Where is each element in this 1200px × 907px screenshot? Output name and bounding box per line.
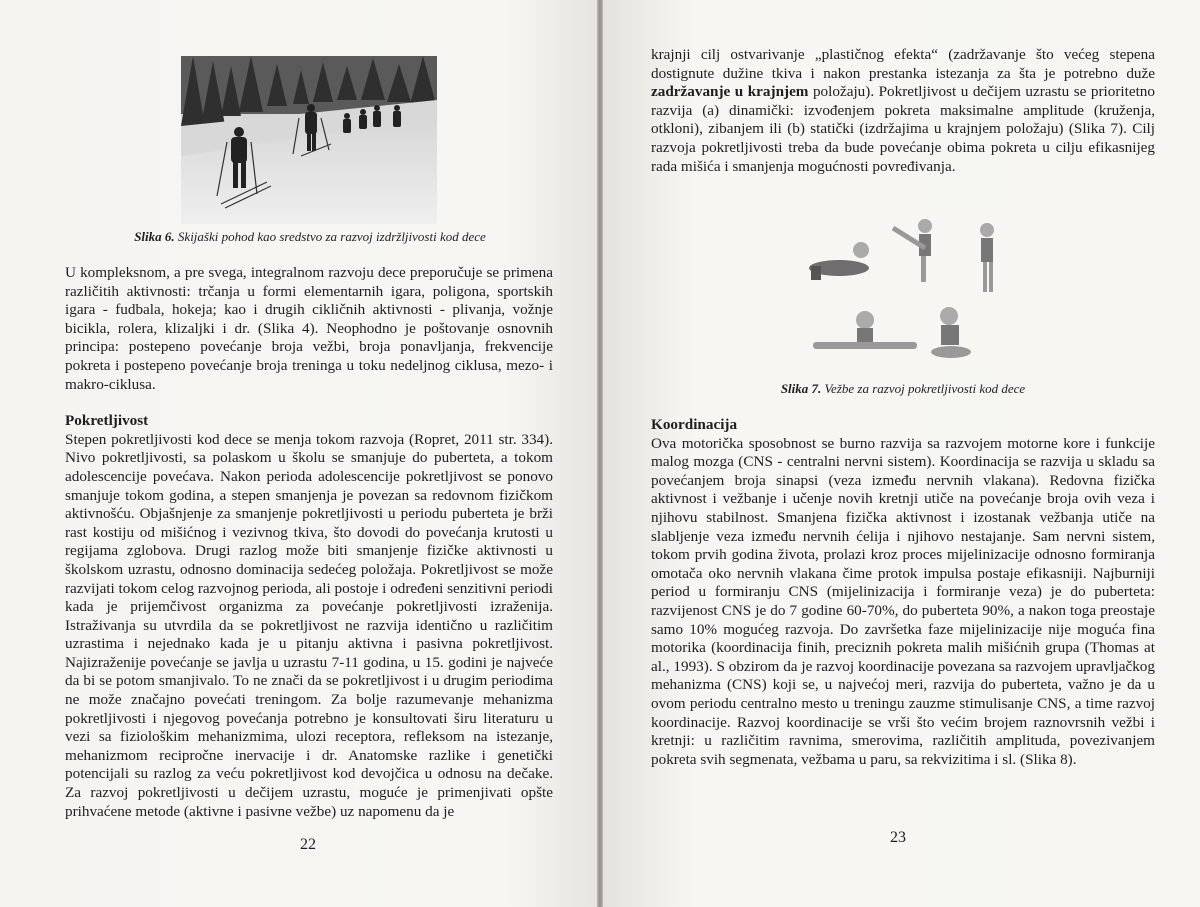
right-top-paragraph-start: krajnji cilj ostvarivanje „plastičnog efekta“ (zadržavanje što većeg stepena dostignute dužine tkiva i nakon prestanka istezanja za šta je potrebno duže [651,46,1155,82]
skiing-photo-image [181,56,437,224]
figure-7-caption [651,381,1155,397]
section-heading-pokretljivost: Pokretljivost [65,412,149,430]
right-page [603,0,1200,907]
figure-6-caption [70,229,550,245]
right-top-paragraph-bold: zadržavanje u krajnjem [651,83,809,101]
flexibility-photo-image [799,208,1009,370]
figure-6-label: Slika 6. [134,229,175,244]
right-top-text [651,46,1155,176]
koordinacija-paragraph: Ova motorička sposobnost se burno razvija sa razvojem motorne kore i funkcije malog mozga (CNS - centralni nervni sistem). Koordinacija se razvija u skladu sa povećanjem broja sinapsi (veza između nervnih vlakana). Redovna fizička aktivnost i vežbanje i učenje novih kretnji utiče na povećanje broja ovih veza i njihovu stabilnost. Smanjena fizička aktivnost i izostanak vežbanja utiče na slabljenje veza između nervnih ćelija i njihovo nestajanje. Sam nervni sistem, tokom prvih godina života, prolazi kroz proces mijelinizacije odnosno formiranja omotača oko nervnih vlakana čime protok impulsa postaje efikasniji. Najburniji period u formiranju CNS (mijelinizacija i formiranje veza) je do puberteta: razvijenost CNS je do 7 godine 60-70%, do puberteta 90%, a nakon toga preostaje samo 10% mogućeg razvoja. Do završetka faze mijelinizacije nije moguća fina motorika (koordinacija finih, preciznih pokreta malih mišićnih grupa (Thomas at al., 1993). S obzirom da je razvoj koordinacije povezana sa razvojem upravljačkog mehanizma (CNS) koji se, u najvećoj meri, razvija do puberteta, važno je da u ovom periodu centralno mesto u treningu zauzme stimulisanje CNS, a time razvoj koordinacije. Razvoj koordinacije se vrši što većim brojem raznovrsnih vežbi i kretnji: u različitim ravnima, smerovima, različitih amplituda, povezivanjem pokreta svih segmenata, vežbama u paru, sa rekvizitima i sl. (Slika 8). [651,434,1155,768]
figure-7-label: Slika 7. [780,381,822,396]
left-page [0,0,597,907]
left-body [65,264,553,821]
figure-7-text: Vežbe za razvoj pokretljivosti kod dece [824,381,1026,396]
flexibility-photo [799,208,1009,370]
skiing-photo [181,56,437,224]
pokretljivost-paragraph: Stepen pokretljivosti kod dece se menja tokom razvoja (Ropret, 2011 str. 334). Nivo pokretljivosti, sa polaskom u školu se smanjuje do puberteta, a tokom adolescencije povećava. Nakon perioda adolescencije pokretljivost se ponovo smanjuje tokom godina, a stepen smanjenja je povezan sa redovnom fizičkom aktivnošću. Objašnjenje za smanjenje pokretljivosti u periodu puberteta je brži rast kostiju od mišićnog i vezivnog tkiva, što dovodi do povećanja krutosti u regijama zglobova. Drugi razlog može biti smanjenje fizičke aktivnosti u školskom uzrastu, odnosno dominacija sedećeg položaja. Pokretljivost se može razvijati tokom celog razvojnog perioda, ali postoje i određeni senzitivni periodi kada je prijemčivost organizma za povećanje pokretljivosti izraženija. Istraživanja su utvrdila da se pokretljivost ne razvija identično u različitim uzrastima i nejednako kada je u pitanju aktivna i pasivna pokretljivost. Najizraženije povećanje se javlja u uzrastu 7-11 godina, u 15. godini je najveće da bi se potom smanjivalo. To ne znači da se pokretljivost i u drugim periodima ne može značajno povećati treningom. Za bolje razumevanje mehanizma pokretljivosti i njegovog povećanja potrebno je konsultovati širu literaturu u vezi sa fiziološkim mehanizmima, ulozi receptora, refleksom na istezanje, mehanizmom recipročne inervacije i dr. Anatomske razlike i genetički potencijali su razlog za veću pokretljivost kod devojčica u odnosu na dečake. Za razvoj pokretljivosti u dečijem uzrastu, moguće je primenjivati opšte prihvaćene metode (aktivne i pasivne vežbe) uz napomenu da je [65,430,553,820]
section-heading-koordinacija: Koordinacija [651,416,738,433]
figure-6-text: Skijaški pohod kao sredstvo za razvoj izdržljivosti kod dece [177,229,486,244]
right-body [651,416,1155,769]
right-top-paragraph-end: položaju). Pokretljivost u dečijem uzrastu se prioritetno razvija (a) dinamički: izvođenjem pokreta maksimalne amplitude (kruženja, otkloni), zibanjem ili (b) statički (izdržajima u krajnjem položaju) (Slika 7). Cilj razvoja pokretljivosti treba da bude povećanje obima pokreta u cilju efikasnijeg rada mišića i smanjenja mogućnosti povređivanja. [651,83,1155,175]
page-number-left: 22 [300,836,316,853]
right-top-paragraph [651,46,1155,176]
page-number-right: 23 [890,829,906,846]
intro-paragraph: U kompleksnom, a pre svega, integralnom razvoju dece preporučuje se primena različitih aktivnosti: trčanja u formi elementarnih igara, poligona, sportskih igara - fudbala, hokeja; kao i drugih cikličnih aktivnosti - plivanja, vožnje bicikla, rolera, klizaljki i dr. (Slika 4). Neophodno je poštovanje osnovnih principa: postepeno povećanje broja vežbi, broja ponavljanja, frekvencije pokreta i postepeno povećanje broja treninga u toku nedeljnog ciklusa, mezo- i makro-ciklusa. [65,264,553,393]
